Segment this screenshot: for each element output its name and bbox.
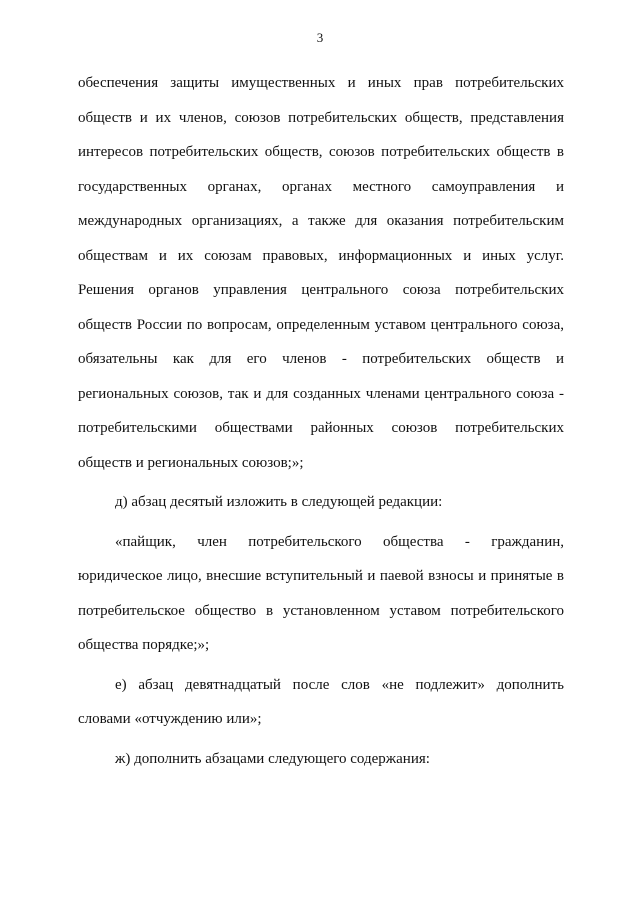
document-body: [78, 66, 564, 776]
page-number: 3: [316, 30, 324, 45]
paragraph-item-e: е) абзац девятнадцатый после слов «не подлежит» дополнить словами «отчуждению или»;: [78, 676, 564, 727]
paragraph-quote-member: «пайщик, член потребительского общества - гражданин, юридическое лицо, внесшие вступительный и паевой взносы и принятые в потребительское общество в установленном уставом потребительского общества порядке;»;: [78, 533, 564, 653]
paragraph-item-zh: ж) дополнить абзацами следующего содержания:: [115, 750, 430, 767]
paragraph-item-d: д) абзац десятый изложить в следующей редакции:: [115, 494, 443, 510]
paragraph-continuation: обеспечения защиты имущественных и иных прав потребительских обществ и их членов, союзов потребительских обществ, представления интересов потребительских обществ, союзов потребительских обществ в государственных органах, органах местного самоуправления и международных организациях, а также для оказания потребительским обществам и их союзам правовых, информационных и иных услуг. Решения органов управления центрального союза потребительских обществ России по вопросам, определенным уставом центрального союза, обязательны как для его членов - потребительских обществ и региональных союзов, так и для созданных членами центрального союза - потребительскими обществами районных союзов потребительских обществ и региональных союзов;»;: [78, 75, 564, 471]
